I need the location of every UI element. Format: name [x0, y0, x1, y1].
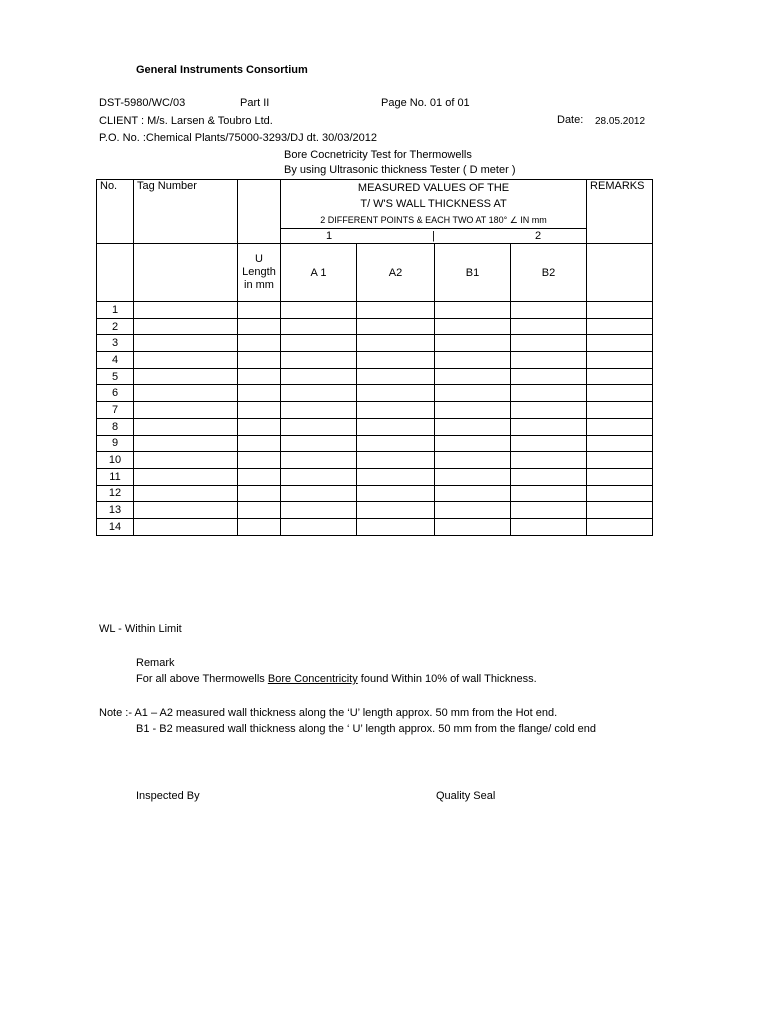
remark-text: For all above Thermowells Bore Concentricity found Within 10% of wall Thickness. [136, 673, 537, 685]
table-cell [511, 402, 587, 419]
test-title: Bore Cocnetricity Test for Thermowells [284, 149, 472, 161]
table-row [97, 302, 653, 319]
table-cell [435, 435, 511, 452]
table-cell [511, 502, 587, 519]
remark-title: Remark [136, 657, 175, 669]
row-number: 13 [97, 502, 134, 519]
table-cell [587, 402, 653, 419]
table-cell [587, 502, 653, 519]
table-cell [238, 418, 281, 435]
table-cell [587, 418, 653, 435]
table-cell [511, 418, 587, 435]
table-cell [281, 418, 357, 435]
table-cell [281, 468, 357, 485]
table-cell [511, 468, 587, 485]
row-number: 12 [97, 485, 134, 502]
table-row [97, 402, 653, 419]
table-row [97, 435, 653, 452]
measured-values-header [281, 180, 587, 244]
table-cell [281, 518, 357, 535]
table-cell [511, 302, 587, 319]
row-number: 7 [97, 402, 134, 419]
table-cell [238, 368, 281, 385]
measurement-table [96, 179, 653, 536]
col-remarks-header: REMARKS [587, 180, 653, 244]
row-number: 2 [97, 318, 134, 335]
note-line-1: Note :- A1 – A2 measured wall thickness along the ‘U’ length approx. 50 mm from the Hot end. [99, 707, 558, 719]
table-cell [134, 385, 238, 402]
table-cell [281, 435, 357, 452]
document-number: DST-5980/WC/03 [99, 97, 186, 109]
table-cell [587, 318, 653, 335]
note-line-2: B1 - B2 measured wall thickness along the ‘ U’ length approx. 50 mm from the flange/ cold end [136, 723, 597, 735]
col-no-header: No. [97, 180, 134, 244]
table-cell [587, 468, 653, 485]
table-cell [134, 352, 238, 369]
table-cell [511, 485, 587, 502]
table-cell [357, 335, 435, 352]
a1-header: A 1 [281, 244, 357, 302]
row-number: 6 [97, 385, 134, 402]
table-cell [357, 402, 435, 419]
table-row [97, 335, 653, 352]
table-cell [238, 318, 281, 335]
table-cell [238, 385, 281, 402]
table-row [97, 452, 653, 469]
table-cell [435, 368, 511, 385]
table-row [97, 368, 653, 385]
table-cell [134, 318, 238, 335]
table-cell [357, 518, 435, 535]
table-cell [511, 518, 587, 535]
table-cell [281, 318, 357, 335]
company-name: General Instruments Consortium [136, 64, 308, 76]
table-cell [587, 368, 653, 385]
table-cell [435, 335, 511, 352]
table-cell [435, 385, 511, 402]
row-number: 3 [97, 335, 134, 352]
u-length-header: U Length in mm [238, 244, 281, 302]
row-number: 11 [97, 468, 134, 485]
inspected-by: Inspected By [136, 790, 200, 802]
table-cell [134, 402, 238, 419]
table-cell [357, 468, 435, 485]
table-cell [281, 385, 357, 402]
row-number: 4 [97, 352, 134, 369]
row-number: 1 [97, 302, 134, 319]
table-cell [134, 335, 238, 352]
table-cell [281, 502, 357, 519]
table-cell [134, 302, 238, 319]
table-cell [134, 435, 238, 452]
table-cell [435, 468, 511, 485]
date-value: 28.05.2012 [595, 116, 646, 127]
table-cell [134, 518, 238, 535]
table-row [97, 418, 653, 435]
table-cell [238, 352, 281, 369]
table-cell [134, 468, 238, 485]
b1-header: B1 [435, 244, 511, 302]
col-blank-header [238, 180, 281, 244]
table-cell [357, 352, 435, 369]
table-cell [134, 485, 238, 502]
header-row-1 [97, 180, 653, 244]
table-cell [587, 452, 653, 469]
table-cell [357, 485, 435, 502]
table-cell [511, 452, 587, 469]
table-cell [281, 302, 357, 319]
table-cell [357, 318, 435, 335]
table-cell [238, 485, 281, 502]
remark-underlined: Bore Concentricity [267, 673, 358, 685]
header-row-2 [97, 244, 653, 302]
row-number: 14 [97, 518, 134, 535]
b2-header: B2 [511, 244, 587, 302]
col-tag-header: Tag Number [134, 180, 238, 244]
table-cell [134, 368, 238, 385]
table-cell [357, 368, 435, 385]
table-cell [587, 335, 653, 352]
table-cell [238, 435, 281, 452]
table-cell [435, 452, 511, 469]
table-row [97, 352, 653, 369]
table-cell [587, 352, 653, 369]
table-cell [435, 318, 511, 335]
table-row [97, 485, 653, 502]
table-cell [238, 335, 281, 352]
page-number: Page No. 01 of 01 [381, 97, 470, 109]
row-number: 10 [97, 452, 134, 469]
row-number: 5 [97, 368, 134, 385]
date-label: Date: [557, 114, 584, 126]
table-cell [134, 452, 238, 469]
table-cell [281, 368, 357, 385]
group-separator: | [432, 230, 435, 242]
table-cell [238, 468, 281, 485]
table-cell [435, 485, 511, 502]
po-line: P.O. No. :Chemical Plants/75000-3293/DJ dt. 30/03/2012 [99, 132, 378, 144]
table-cell [587, 485, 653, 502]
a2-header: A2 [357, 244, 435, 302]
table-cell [238, 452, 281, 469]
table-cell [357, 385, 435, 402]
table-cell [134, 418, 238, 435]
table-row [97, 518, 653, 535]
table-cell [511, 352, 587, 369]
row-number: 8 [97, 418, 134, 435]
table-cell [587, 518, 653, 535]
within-limit-legend: WL - Within Limit [99, 623, 182, 635]
table-cell [511, 335, 587, 352]
table-cell [511, 318, 587, 335]
table-cell [587, 435, 653, 452]
group-2-label: 2 [534, 230, 542, 242]
table-cell [281, 402, 357, 419]
table-cell [238, 518, 281, 535]
table-cell [281, 485, 357, 502]
measured-line-3: 2 DIFFERENT POINTS & EACH TWO AT 180° ∠ IN mm [281, 212, 586, 229]
table-body [97, 302, 653, 536]
table-cell [587, 385, 653, 402]
table-cell [281, 335, 357, 352]
table-cell [435, 502, 511, 519]
table-cell [357, 302, 435, 319]
table-cell [357, 435, 435, 452]
table-cell [511, 385, 587, 402]
table-cell [238, 502, 281, 519]
table-cell [511, 368, 587, 385]
table-cell [511, 435, 587, 452]
group-1-label: 1 [325, 230, 333, 242]
table-cell [281, 452, 357, 469]
table-cell [435, 352, 511, 369]
measured-line-1: MEASURED VALUES OF THE [357, 182, 510, 194]
table-cell [357, 502, 435, 519]
table-cell [435, 402, 511, 419]
quality-seal: Quality Seal [436, 790, 496, 802]
row-number: 9 [97, 435, 134, 452]
table-cell [587, 302, 653, 319]
test-subtitle: By using Ultrasonic thickness Tester ( D meter ) [284, 164, 516, 176]
table-cell [435, 518, 511, 535]
table-row [97, 318, 653, 335]
table-cell [435, 418, 511, 435]
table-cell [281, 352, 357, 369]
table-row [97, 502, 653, 519]
table-cell [238, 402, 281, 419]
table-cell [357, 418, 435, 435]
table-cell [435, 302, 511, 319]
part-label: Part II [240, 97, 270, 109]
table-cell [238, 302, 281, 319]
table-row [97, 385, 653, 402]
measurement-groups [281, 229, 586, 243]
table-row [97, 468, 653, 485]
table-cell [357, 452, 435, 469]
table-cell [134, 502, 238, 519]
client-line: CLIENT : M/s. Larsen & Toubro Ltd. [99, 115, 273, 127]
measured-line-2: T/ W'S WALL THICKNESS AT [360, 198, 507, 210]
